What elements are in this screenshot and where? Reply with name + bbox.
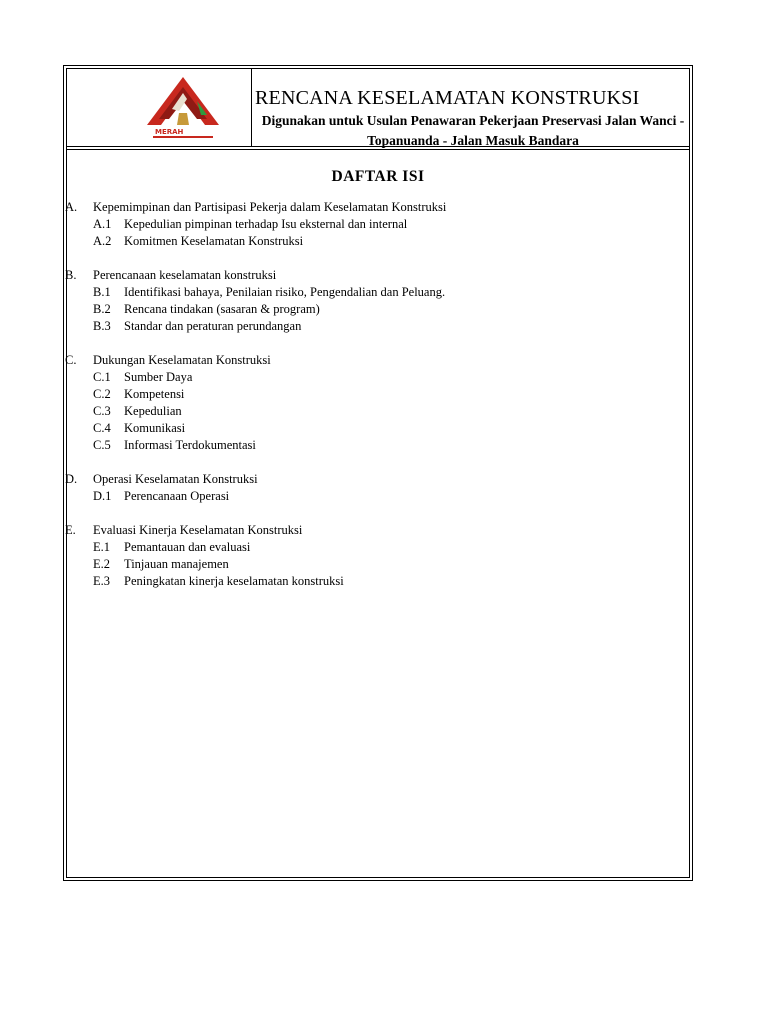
toc-item-title: Peningkatan kinerja keselamatan konstruksi	[124, 574, 344, 588]
toc-section-letter: A.	[65, 200, 78, 214]
toc-item-code: B.3	[93, 319, 111, 333]
toc-item-title: Rencana tindakan (sasaran & program)	[124, 302, 320, 316]
toc-heading: DAFTAR ISI	[331, 168, 425, 185]
toc-item-title: Komunikasi	[124, 421, 186, 435]
toc-item-code: E.1	[93, 540, 111, 554]
company-logo	[139, 73, 227, 141]
toc-item-code: C.3	[93, 404, 111, 418]
toc-item-code: C.5	[93, 438, 111, 452]
toc-section-title: Perencanaan keselamatan konstruksi	[93, 268, 277, 282]
toc-item-title: Pemantauan dan evaluasi	[124, 540, 251, 554]
toc-item-code: A.1	[93, 217, 112, 231]
toc-item-code: E.3	[93, 574, 111, 588]
toc-section-letter: C.	[65, 353, 77, 367]
toc-item-title: Tinjauan manajemen	[124, 557, 229, 571]
toc-item-code: C.2	[93, 387, 111, 401]
toc-item-code: B.1	[93, 285, 111, 299]
document-title: RENCANA KESELAMATAN KONSTRUKSI	[255, 87, 640, 109]
toc-item-code: C.4	[93, 421, 111, 435]
logo-wordmark: MERAH	[155, 128, 184, 136]
toc-item-title: Identifikasi bahaya, Penilaian risiko, Pengendalian dan Peluang.	[124, 285, 446, 299]
toc-item-title: Sumber Daya	[124, 370, 193, 384]
toc-item-title: Standar dan peraturan perundangan	[124, 319, 302, 333]
toc-item-code: A.2	[93, 234, 112, 248]
toc-section-letter: B.	[65, 268, 77, 282]
toc-item-code: D.1	[93, 489, 112, 503]
toc-section-title: Evaluasi Kinerja Keselamatan Konstruksi	[93, 523, 303, 537]
subtitle-line-2: Topanuanda - Jalan Masuk Bandara	[367, 133, 579, 148]
toc-item-code: B.2	[93, 302, 111, 316]
toc-item-title: Komitmen Keselamatan Konstruksi	[124, 234, 304, 248]
header-divider	[251, 69, 252, 146]
toc-section-letter: E.	[65, 523, 76, 537]
document-subtitle	[253, 111, 693, 151]
toc-section-title: Dukungan Keselamatan Konstruksi	[93, 353, 271, 367]
toc-item-title: Perencanaan Operasi	[124, 489, 230, 503]
toc-item-title: Informasi Terdokumentasi	[124, 438, 256, 452]
toc-section-letter: D.	[65, 472, 78, 486]
toc-section-title: Kepemimpinan dan Partisipasi Pekerja dalam Keselamatan Konstruksi	[93, 200, 447, 214]
toc-item-title: Kompetensi	[124, 387, 185, 401]
toc-item-code: E.2	[93, 557, 111, 571]
toc-item-title: Kepedulian	[124, 404, 182, 418]
toc-section-title: Operasi Keselamatan Konstruksi	[93, 472, 258, 486]
toc-item-code: C.1	[93, 370, 111, 384]
subtitle-line-1: Digunakan untuk Usulan Penawaran Pekerjaan Preservasi Jalan Wanci -	[261, 113, 685, 128]
toc-item-title: Kepedulian pimpinan terhadap Isu eksternal dan internal	[124, 217, 408, 231]
